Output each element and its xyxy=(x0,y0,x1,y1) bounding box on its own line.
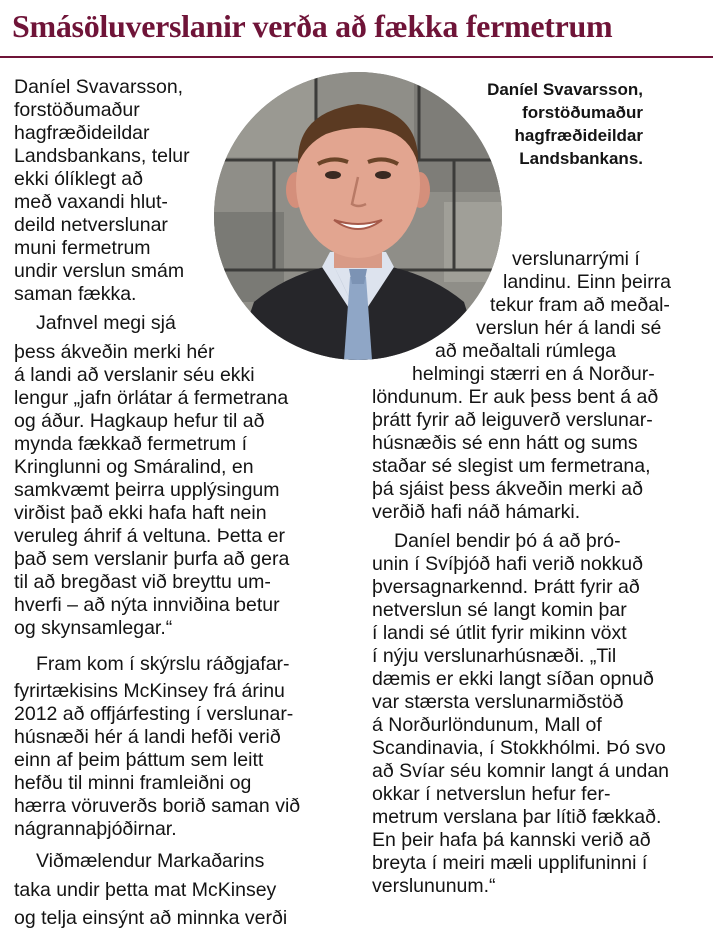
text-line: taka undir þetta mat McKinsey xyxy=(14,879,277,901)
text-line: netverslun sé langt komin þar xyxy=(372,599,627,621)
text-line: þess ákveðin merki hér xyxy=(14,341,215,363)
text-line: tekur fram að meðal- xyxy=(490,294,670,316)
text-line: að Svíar séu komnir langt á undan xyxy=(372,760,670,782)
text-line: Kringlunni og Smáralind, en xyxy=(14,456,254,478)
headline-rule xyxy=(0,56,713,58)
text-line: hagfræðideildar xyxy=(14,122,150,144)
text-line: unin í Svíþjóð hafi verið nokkuð xyxy=(372,553,644,575)
text-line: þversagnarkennd. Þrátt fyrir að xyxy=(372,576,640,598)
text-line: að meðaltali rúmlega xyxy=(435,340,617,362)
text-line: og áður. Hagkaup hefur til að xyxy=(14,410,265,432)
text-line: Landsbankans, telur xyxy=(14,145,190,167)
text-line: undir verslun smám xyxy=(14,260,185,282)
text-line: En þeir hafa þá kannski verið að xyxy=(372,829,651,851)
text-line: löndunum. Er auk þess bent á að xyxy=(372,386,659,408)
text-line: verslununum.“ xyxy=(372,875,496,897)
text-line: það sem verslanir þurfa að gera xyxy=(14,548,290,570)
text-line: Daníel Svavarsson, xyxy=(14,76,184,98)
text-line: helmingi stærri en á Norður- xyxy=(412,363,655,385)
text-line: í nýju verslunarhúsnæði. „Til xyxy=(372,645,617,667)
text-line: muni fermetrum xyxy=(14,237,151,259)
text-line: dæmis er ekki langt síðan opnuð xyxy=(372,668,654,690)
caption-line: hagfræðideildar xyxy=(514,126,643,145)
text-line: lengur „jafn örlátar á fermetrana xyxy=(14,387,289,409)
text-line: þrátt fyrir að leiguverð verslunar- xyxy=(372,409,653,431)
text-line: Jafnvel megi sjá xyxy=(36,312,176,334)
text-line: okkar í netverslun hefur fer- xyxy=(372,783,611,805)
text-line: með vaxandi hlut- xyxy=(14,191,168,213)
text-line: metrum verslana þar lítið fækkað. xyxy=(372,806,662,828)
text-line: forstöðumaður xyxy=(14,99,140,121)
headline: Smásöluverslanir verða að fækka fermetrum xyxy=(12,8,613,44)
text-line: breyta í meiri mæli upplifuninni í xyxy=(372,852,648,874)
text-line: Fram kom í skýrslu ráðgjafar- xyxy=(36,653,290,675)
caption-line: forstöðumaður xyxy=(522,103,643,122)
text-line: ekki ólíklegt að xyxy=(14,168,143,190)
text-line: Daníel bendir þó á að þró- xyxy=(394,530,621,552)
text-line: verslun hér á landi sé xyxy=(476,317,662,339)
text-line: virðist það ekki hafa haft nein xyxy=(14,502,267,524)
text-line: til að bregðast við breyttu um- xyxy=(14,571,271,593)
text-line: saman fækka. xyxy=(14,283,137,305)
text-line: þá sjáist þess ákveðin merki að xyxy=(372,478,643,500)
text-line: deild netverslunar xyxy=(14,214,168,236)
text-line: og skynsamlegar.“ xyxy=(14,617,173,639)
text-line: verslunarrými í xyxy=(512,248,640,270)
text-line: hærra vöruverðs borið saman við xyxy=(14,795,301,817)
text-line: húsnæðis sé enn hátt og sums xyxy=(372,432,638,454)
text-line: staðar sé slegist um fermetrana, xyxy=(372,455,651,477)
caption-line: Landsbankans. xyxy=(519,149,643,168)
text-line: hverfi – að nýta innviðina betur xyxy=(14,594,280,616)
text-line: veruleg áhrif á veltuna. Þetta er xyxy=(14,525,285,547)
text-line: einn af þeim þáttum sem leitt xyxy=(14,749,264,771)
text-line: mynda fækkað fermetrum í xyxy=(14,433,247,455)
text-line: fyrirtækisins McKinsey frá árinu xyxy=(14,680,285,702)
text-line: húsnæði hér á landi hefði verið xyxy=(14,726,281,748)
text-line: hefðu til minni framleiðni og xyxy=(14,772,252,794)
text-line: Viðmælendur Markaðarins xyxy=(36,850,265,872)
text-line: á landi að verslanir séu ekki xyxy=(14,364,255,386)
portrait-photo xyxy=(214,72,502,360)
text-line: í landi sé útlit fyrir mikinn vöxt xyxy=(372,622,627,644)
text-line: landinu. Einn þeirra xyxy=(503,271,672,293)
text-line: nágrannaþjóðirnar. xyxy=(14,818,177,840)
caption-line: Daníel Svavarsson, xyxy=(487,80,643,99)
text-line: og telja einsýnt að minnka verði xyxy=(14,907,288,929)
text-line: Scandinavia, í Stokkhólmi. Þó svo xyxy=(372,737,666,759)
text-line: 2012 að offjárfesting í verslunar- xyxy=(14,703,294,725)
text-line: samkvæmt þeirra upplýsingum xyxy=(14,479,280,501)
text-line: verðið hafi náð hámarki. xyxy=(372,501,581,523)
text-line: á Norðurlöndunum, Mall of xyxy=(372,714,602,736)
text-line: var stærsta verslunarmiðstöð xyxy=(372,691,624,713)
